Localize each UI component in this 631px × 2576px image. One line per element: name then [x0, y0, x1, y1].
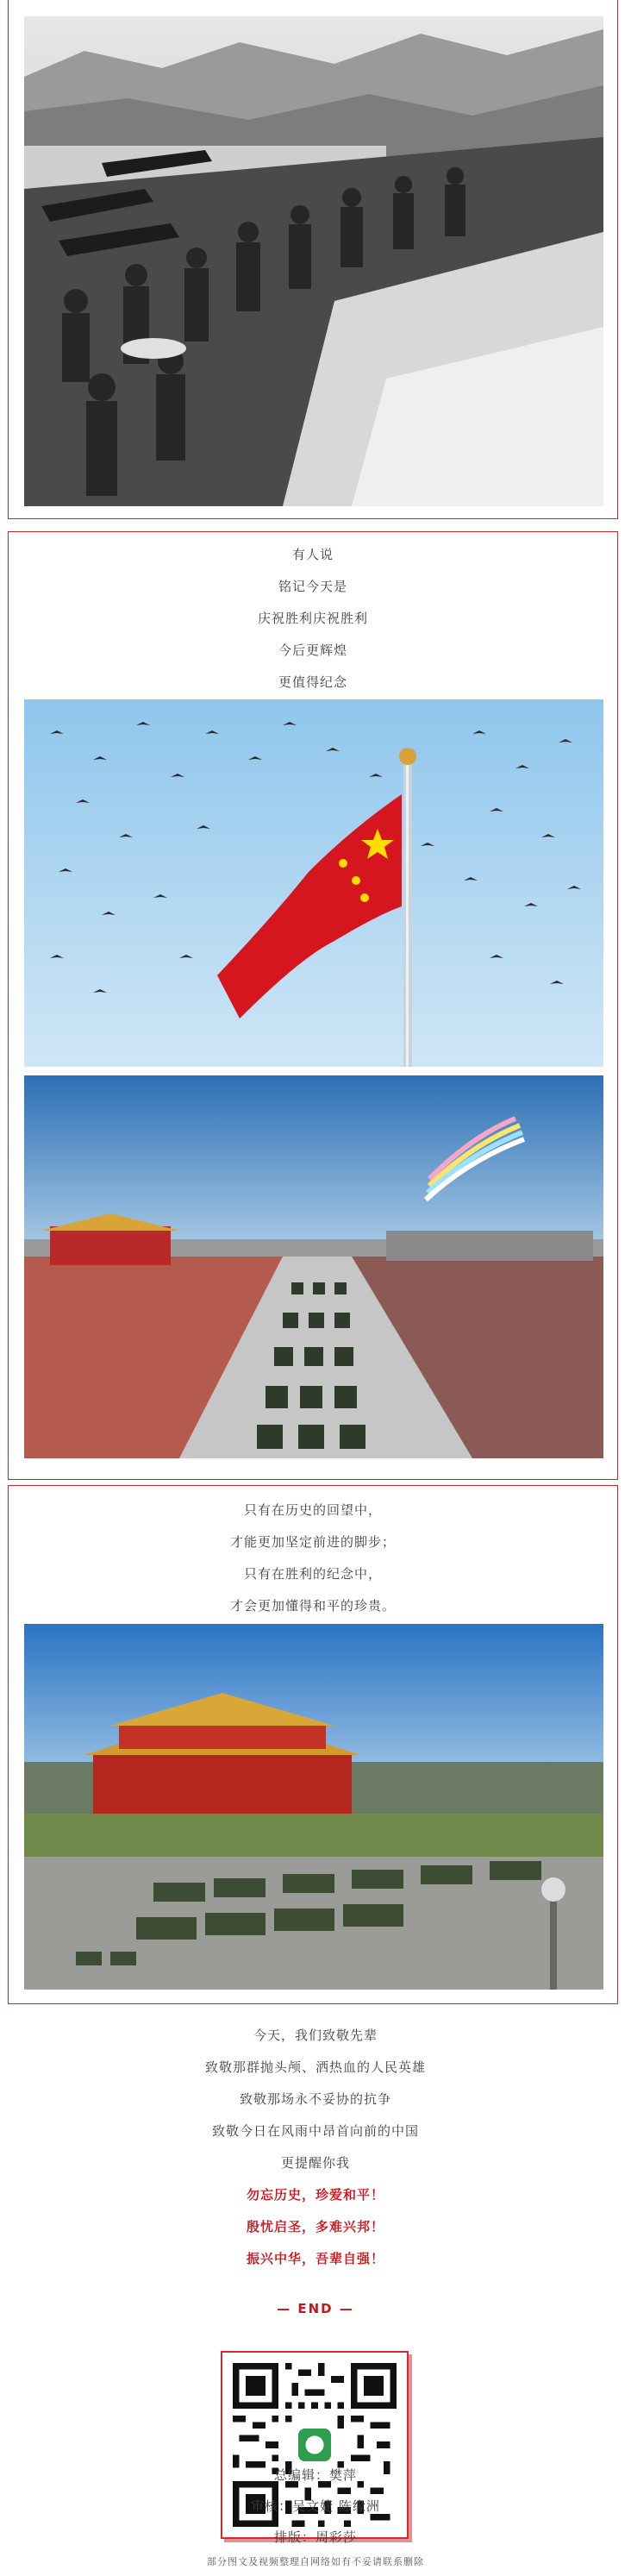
- text-line: 才能更加坚定前进的脚步；: [229, 1534, 396, 1550]
- text-line: 铭记今天是: [278, 579, 347, 594]
- text-line: 致敬今日在风雨中昂首向前的中国: [211, 2123, 419, 2139]
- layout-editor: 排版：周彩莎: [273, 2529, 357, 2545]
- historical-soldiers-photo: [24, 16, 603, 506]
- text-line: 庆祝胜利庆祝胜利: [257, 611, 368, 626]
- copyright-note: 部分图文及视频整理自网络如有不妥请联系删除: [207, 2556, 424, 2567]
- credits-block: [0, 2460, 631, 2572]
- tiananmen-parade-photo: [24, 1624, 603, 1990]
- editor-in-chief: 总编辑：樊萍: [273, 2467, 357, 2483]
- text-line: 只有在胜利的纪念中，: [243, 1566, 382, 1582]
- photo-card-3: [8, 1485, 618, 2004]
- slogan-line: 勿忘历史，珍爱和平！: [246, 2187, 384, 2203]
- text-line: 才会更加懂得和平的珍贵。: [229, 1598, 396, 1614]
- flag-and-doves-photo: [24, 699, 603, 1067]
- slogan-line: 振兴中华，吾辈自强！: [246, 2251, 384, 2266]
- text-line: 今后更辉煌: [278, 642, 347, 658]
- text-line: 更值得纪念: [278, 674, 347, 690]
- text-line: 更提醒你我: [280, 2155, 350, 2171]
- reviewers: 审核：吴文婕 陈缘洲: [251, 2498, 380, 2514]
- intro-text: [9, 539, 617, 699]
- photo-card-2: [8, 531, 618, 1480]
- text-line: 致敬那群抛头颅、洒热血的人民英雄: [204, 2059, 426, 2075]
- photo-card-1: [8, 0, 618, 519]
- text-line: 有人说: [291, 547, 334, 562]
- text-line: 今天，我们致敬先辈: [253, 2028, 378, 2043]
- tribute-text: [0, 2020, 631, 2275]
- text-line: 致敬那场永不妥协的抗争: [239, 2091, 391, 2107]
- parade-square-photo: [24, 1075, 603, 1458]
- text-line: 只有在历史的回望中，: [243, 1502, 382, 1518]
- reflection-text: [9, 1495, 617, 1622]
- end-marker: — END —: [277, 2301, 354, 2316]
- slogan-line: 殷忧启圣，多难兴邦！: [246, 2219, 384, 2234]
